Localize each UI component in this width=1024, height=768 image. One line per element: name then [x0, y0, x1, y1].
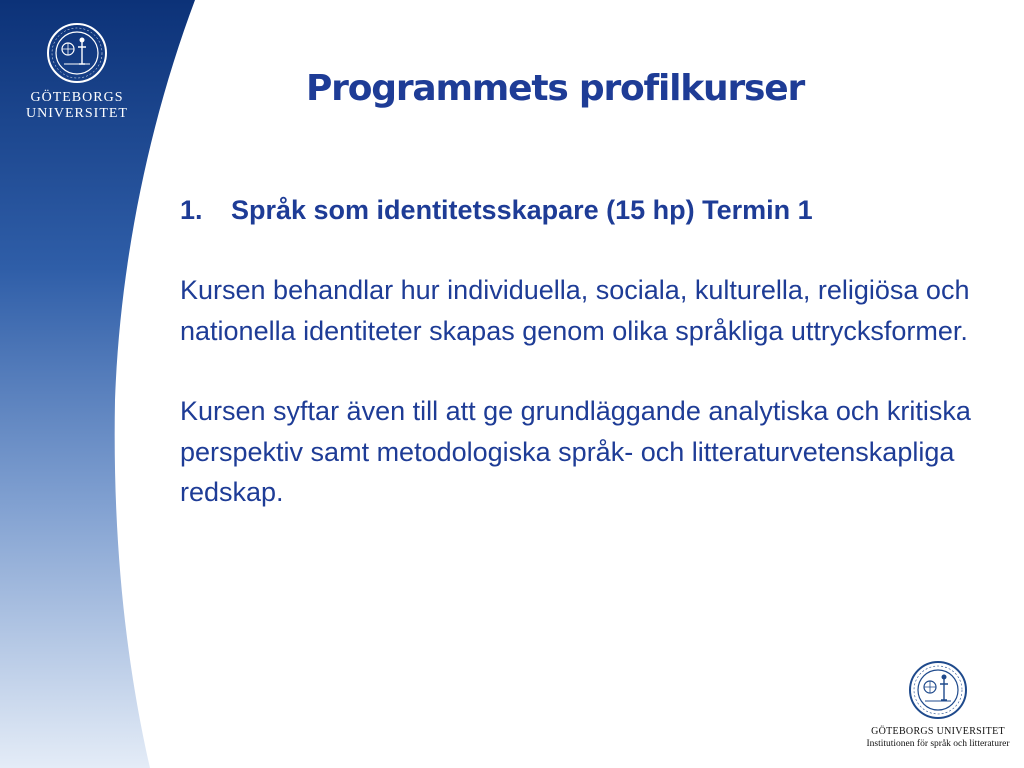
university-seal-icon: [908, 660, 968, 720]
bottom-university-logo: [862, 660, 1014, 750]
slide-content: [180, 190, 990, 513]
slide-title: Programmets profilkurser: [306, 68, 805, 109]
university-name-line2: UNIVERSITET: [26, 106, 128, 121]
university-seal-icon: [46, 22, 108, 84]
department-name: Institutionen för språk och litteraturer: [866, 739, 1010, 749]
course-list-item: [180, 190, 990, 230]
course-title: Språk som identitetsskapare (15 hp) Termin 1: [231, 195, 813, 225]
paragraph-aim: Kursen syftar även till att ge grundläggande analytiska och kritiska perspektiv samt metodologiska språk- och litteraturvetenskapliga redskap.: [180, 396, 971, 507]
paragraph-description: Kursen behandlar hur individuella, sociala, kulturella, religiösa och nationella identiteter skapas genom olika språkliga uttrycksformer.: [180, 275, 970, 346]
university-name-line1: GÖTEBORGS: [30, 90, 124, 105]
list-number: 1.: [180, 195, 203, 225]
university-name: GÖTEBORGS UNIVERSITET: [871, 726, 1005, 737]
top-university-logo: [22, 22, 132, 122]
